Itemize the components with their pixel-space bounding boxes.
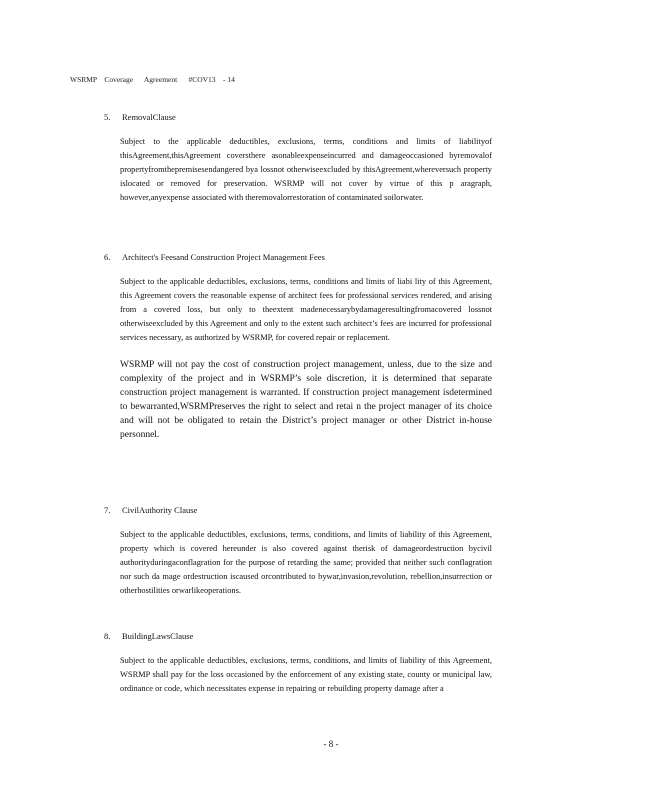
- section-heading: [104, 631, 504, 641]
- section-building-laws: [104, 631, 504, 696]
- section-title: RemovalClause: [122, 112, 176, 122]
- section-paragraph: WSRMP will not pay the cost of construction project management, unless, due to the size and complexity of the project and in WSRMP’s sole discretion, it is determined that separate construction project management is warranted. If construction project management isdetermined to bewarranted,WSRMPreserves the right to select and retai n the project manager of its choice and will not be obligated to retain the District’s project manager or other District in-house personnel.: [120, 360, 492, 440]
- section-heading: [104, 505, 504, 515]
- section-paragraph: Subject to the applicable deductibles, exclusions, terms, conditions, and limits of liability of this Agreement, WSRMP shall pay for the loss occasioned by the enforcement of any existing state, county or municipal law, ordinance or code, which necessitates expense in repairing or rebuilding property damage after a: [120, 656, 492, 693]
- section-civil-authority: [104, 505, 504, 598]
- running-header: WSRMP Coverage Agreement #COV13 - 14: [70, 75, 235, 84]
- section-architects-fees: [104, 252, 504, 442]
- section-heading: [104, 112, 504, 122]
- section-number: 6.: [104, 252, 111, 262]
- section-paragraph: Subject to the applicable deductibles, exclusions, terms, conditions and limits of liabilityof thisAgreement,thisAgreement coversthere asonableexpenseincurred and damageoccasioned byremovalof propertyfromthepremisesendangered bya lossnot otherwiseexcluded by thisAgreement,whereversuch property islocated or removed for preservation. WSRMP will not cover by virtue of this p aragraph, however,anyexpense associated with theremovalorrestoration of contaminated soilorwater.: [120, 137, 492, 202]
- section-heading: [104, 252, 504, 262]
- section-title: Architect's Feesand Construction Project Management Fees: [122, 252, 325, 262]
- section-title: CivilAuthority Clause: [122, 505, 198, 515]
- section-paragraph: Subject to the applicable deductibles, exclusions, terms, conditions, and limits of liability of this Agreement, property which is covered hereunder is also covered against therisk of damageordestruction bycivil authorityduringaconflagration for the purpose of retarding the same; provided that neither such conflagration nor such da mage ordestruction iscaused orcontributed to bywar,invasion,revolution, rebellion,insurrection or otherhostilities orwarlikeoperations.: [120, 530, 492, 595]
- section-removal-clause: [104, 112, 504, 205]
- section-number: 7.: [104, 505, 111, 515]
- page-number: - 8 -: [323, 739, 339, 749]
- section-number: 5.: [104, 112, 111, 122]
- section-title: BuildingLawsClause: [122, 631, 194, 641]
- section-paragraph: Subject to the applicable deductibles, exclusions, terms, conditions and limits of liabi lity of this Agreement, this Agreement covers the reasonable expense of architect fees for professional services rendered, and arising from a covered loss, but only to theextent madenecessarybydamageresultingfromacovered lossnot otherwiseexcluded by this Agreement and only to the extent such architect’s fees are incurred for professional services necessary, as authorized by WSRMP, for covered repair or replacement.: [120, 277, 492, 342]
- section-number: 8.: [104, 631, 111, 641]
